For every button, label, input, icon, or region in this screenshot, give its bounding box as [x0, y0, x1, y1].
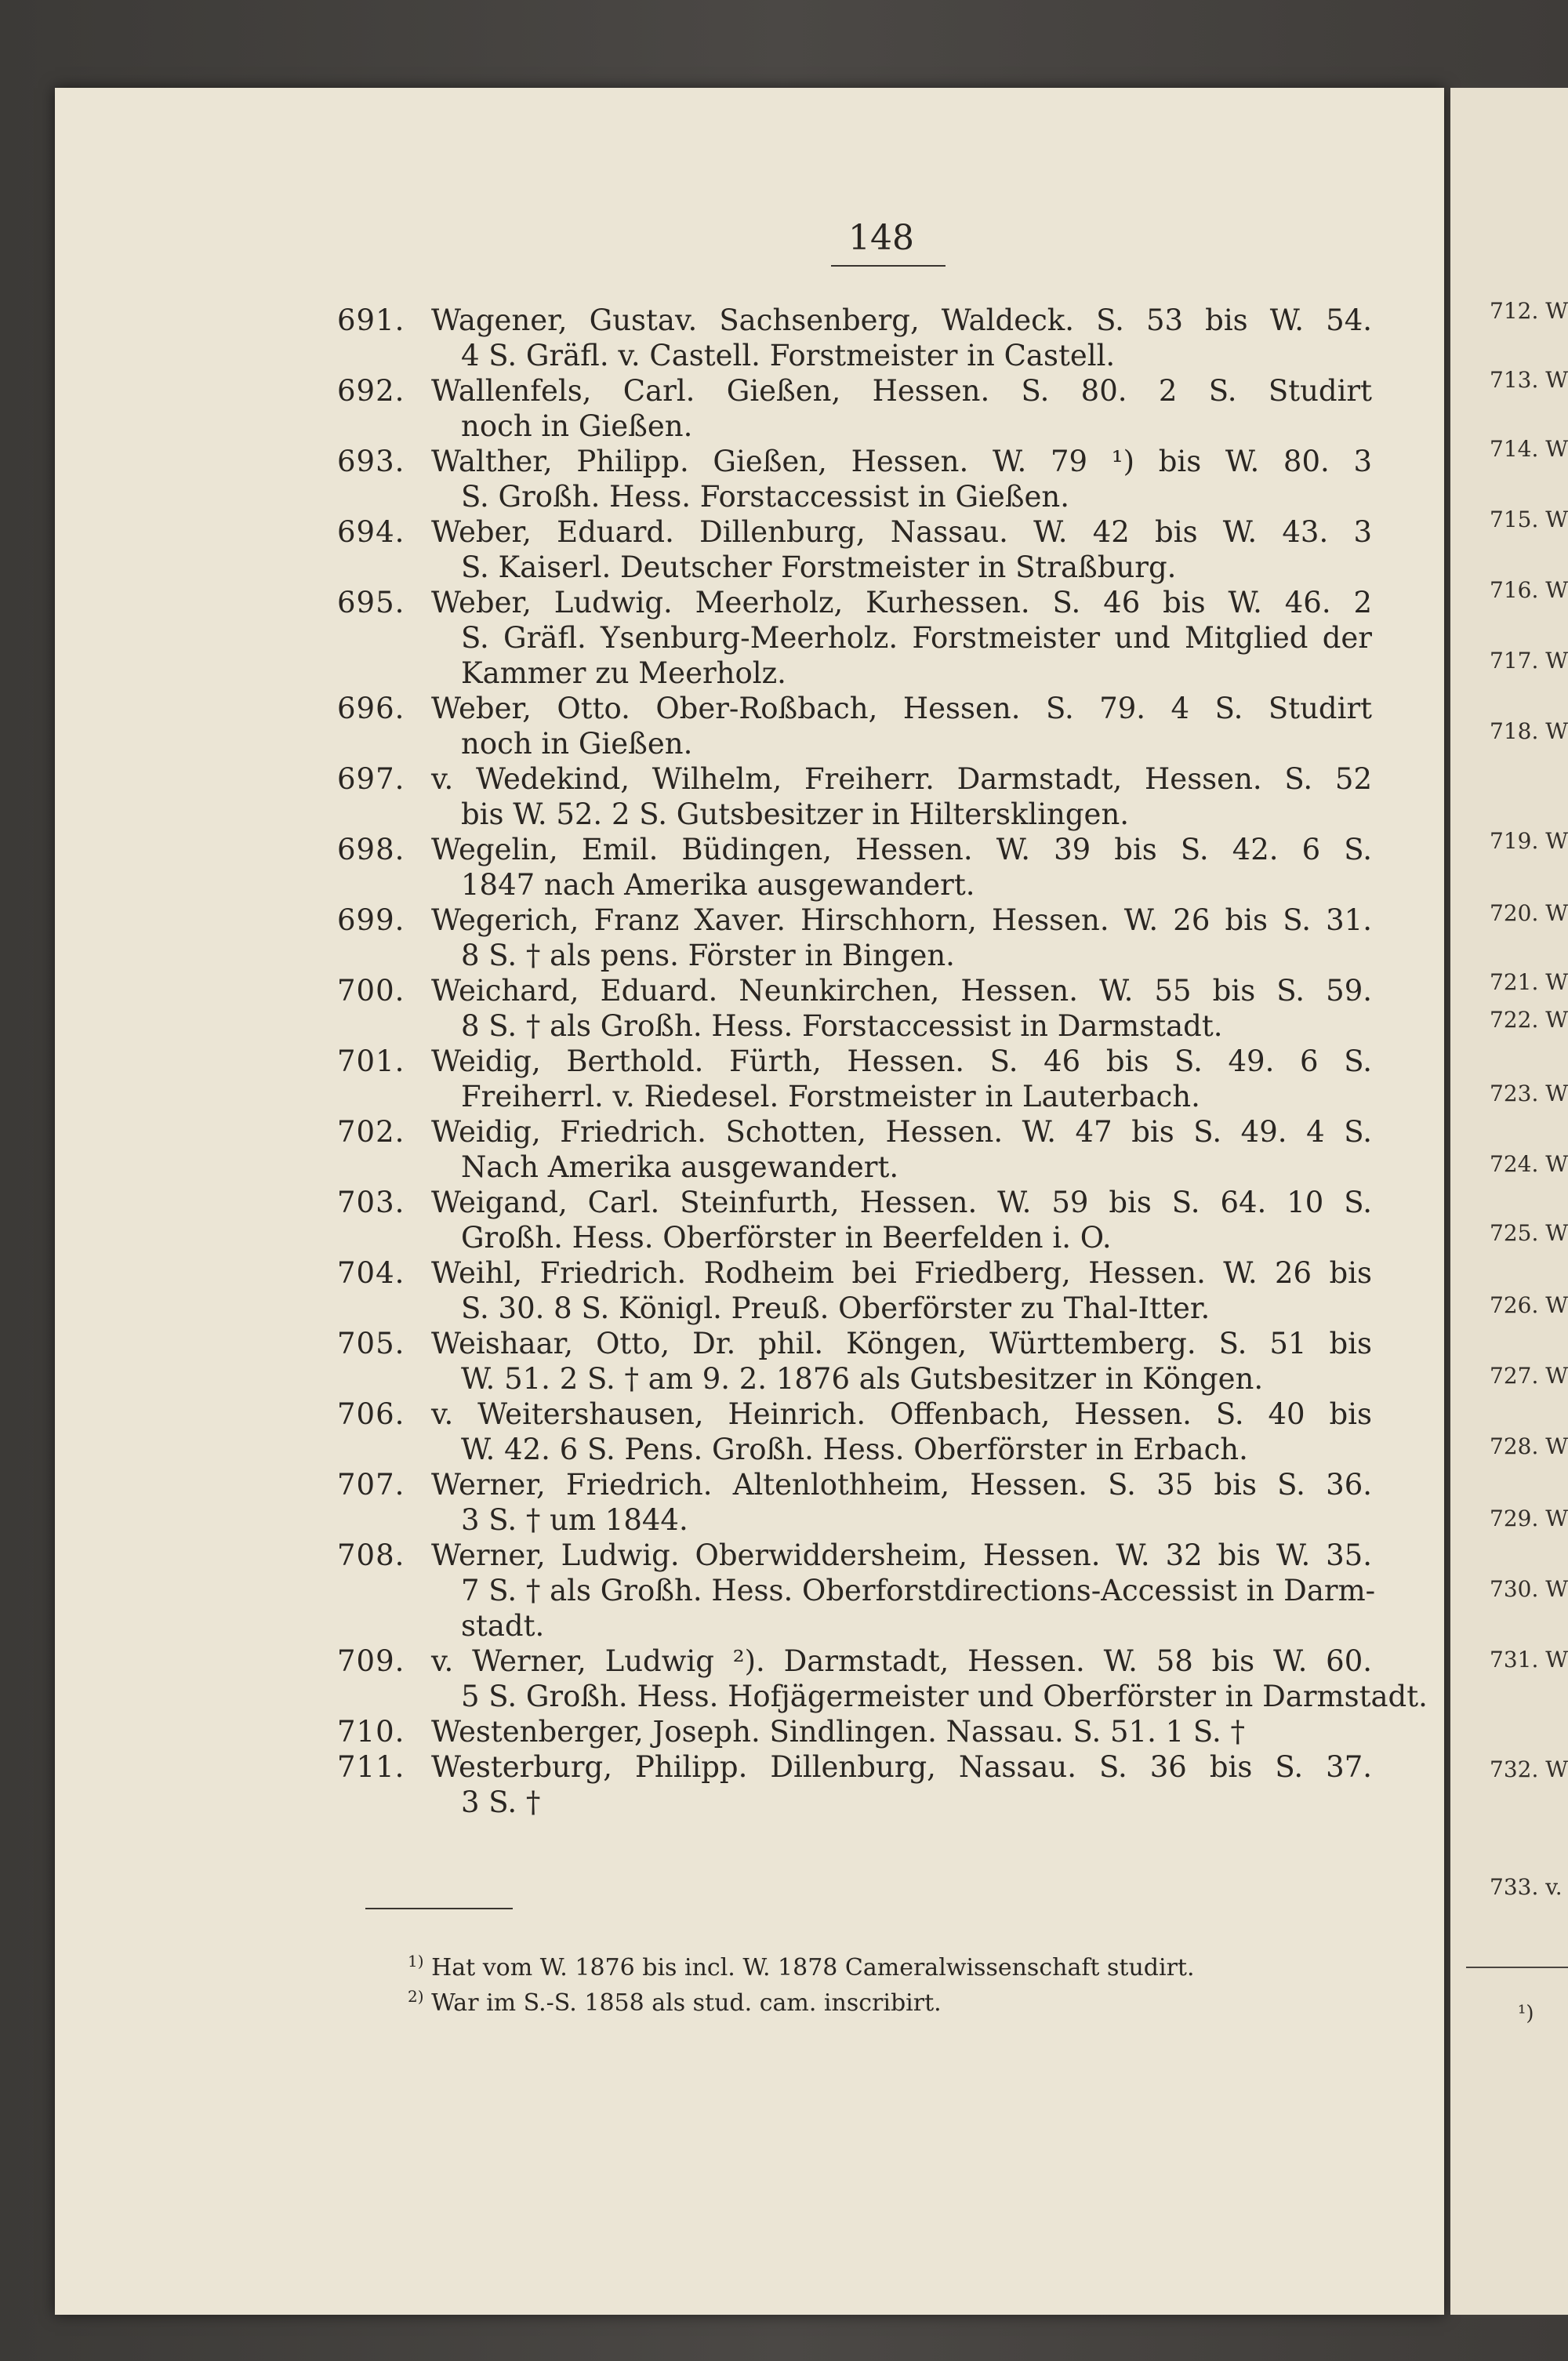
facing-page-line: 714. W [1490, 436, 1568, 462]
entry [337, 1255, 1372, 1326]
footnote [408, 1982, 1270, 2018]
entry [337, 303, 1372, 373]
facing-page-line: 722. W [1490, 1007, 1568, 1033]
entry-number: 708. [337, 1538, 405, 1572]
footnote-mark: 2) [408, 1987, 424, 2006]
entry [337, 832, 1372, 903]
entry [337, 1185, 1372, 1255]
entry-text-line: 8 S. † als pens. Förster in Bingen. [461, 939, 955, 972]
entry [337, 444, 1372, 514]
entry [337, 761, 1372, 832]
entry-text-line: Weidig, Berthold. Fürth, Hessen. S. 46 bis S. 49. 6 S. [431, 1044, 1372, 1078]
facing-page-line: 724. W [1490, 1151, 1568, 1177]
entry-text-line: Wegerich, Franz Xaver. Hirschhorn, Hessen. W. 26 bis S. 31. [431, 903, 1372, 937]
entry-number: 704. [337, 1256, 405, 1290]
facing-page-line: 723. W [1490, 1081, 1568, 1106]
entry-text-line: bis W. 52. 2 S. Gutsbesitzer in Hiltersklingen. [461, 797, 1130, 831]
entry-text-line: Weber, Otto. Ober-Roßbach, Hessen. S. 79. 4 S. Studirt [431, 692, 1372, 725]
entry-text-line: 1847 nach Amerika ausgewandert. [461, 868, 975, 902]
entry-text-line: W. 42. 6 S. Pens. Großh. Hess. Oberförster in Erbach. [461, 1433, 1248, 1466]
facing-page-line: 731. W [1490, 1647, 1568, 1673]
entry-text-line: 5 S. Großh. Hess. Hofjägermeister und Oberförster in Darmstadt. [461, 1680, 1428, 1713]
entry-number: 709. [337, 1644, 405, 1678]
entry-number: 697. [337, 762, 405, 796]
entry-number: 702. [337, 1115, 405, 1149]
entry-number: 703. [337, 1186, 405, 1219]
entry [337, 1397, 1372, 1467]
entry-text-line: v. Werner, Ludwig ²). Darmstadt, Hessen. W. 58 bis W. 60. [431, 1644, 1372, 1678]
entry [337, 1467, 1372, 1538]
facing-page-line: 730. W [1490, 1576, 1568, 1602]
facing-page-line: 715. W [1490, 507, 1568, 532]
footnote-text: War im S.-S. 1858 als stud. cam. inscribirt. [431, 1989, 942, 2017]
entry-number: 699. [337, 903, 405, 937]
entry-text-line: 7 S. † als Großh. Hess. Oberforstdirections-Accessist in Darm- [461, 1574, 1376, 1607]
entry-text-line: Weihl, Friedrich. Rodheim bei Friedberg, Hessen. W. 26 bis [431, 1256, 1372, 1290]
entry [337, 1044, 1372, 1114]
entry-number: 710. [337, 1715, 405, 1749]
entry-text-line: Weishaar, Otto, Dr. phil. Köngen, Württemberg. S. 51 bis [431, 1327, 1372, 1360]
facing-page-line: 713. W [1490, 367, 1568, 393]
entry-text-line: Nach Amerika ausgewandert. [461, 1150, 899, 1184]
facing-page-line: 717. W [1490, 648, 1568, 674]
entry-text-line: Großh. Hess. Oberförster in Beerfelden i. O. [461, 1221, 1112, 1255]
entry-text-line: S. Gräfl. Ysenburg-Meerholz. Forstmeister und Mitglied der [461, 621, 1372, 655]
entry-text-line: 3 S. † um 1844. [461, 1503, 688, 1537]
facing-page-line: 726. W [1490, 1292, 1568, 1318]
entry-text-line: stadt. [461, 1609, 545, 1643]
footnote-mark: 1) [408, 1952, 424, 1971]
footnote-rule [365, 1908, 513, 1909]
facing-footnote-mark: ¹) [1518, 2002, 1534, 2025]
entry-number: 698. [337, 833, 405, 866]
facing-page-line: 720. W [1490, 900, 1568, 926]
entry-text-line: W. 51. 2 S. † am 9. 2. 1876 als Gutsbesitzer in Köngen. [461, 1362, 1264, 1396]
footnote [408, 1947, 1270, 1982]
entry-text-line: 8 S. † als Großh. Hess. Forstaccessist in Darmstadt. [461, 1009, 1223, 1043]
entry-text-line: Weichard, Eduard. Neunkirchen, Hessen. W. 55 bis S. 59. [431, 974, 1372, 1008]
entry [337, 1538, 1376, 1644]
entry-number: 705. [337, 1327, 405, 1360]
facing-page-line: 729. W [1490, 1506, 1568, 1531]
footnotes [408, 1947, 1270, 2018]
page-number: 148 [848, 218, 914, 258]
facing-page-line: 728. W [1490, 1433, 1568, 1459]
facing-page-line: 716. W [1490, 577, 1568, 603]
facing-page-line: 733. v. [1490, 1874, 1563, 1900]
entry-number: 706. [337, 1397, 405, 1431]
entry-text-line: Weber, Eduard. Dillenburg, Nassau. W. 42 bis W. 43. 3 [431, 515, 1372, 549]
facing-page-line: 725. W [1490, 1220, 1568, 1246]
entry-number: 700. [337, 974, 405, 1008]
entry-text-line: v. Wedekind, Wilhelm, Freiherr. Darmstadt, Hessen. S. 52 [431, 762, 1372, 796]
entry-text-line: S. 30. 8 S. Königl. Preuß. Oberförster zu Thal-Itter. [461, 1291, 1210, 1325]
entry [337, 514, 1372, 585]
entry-number: 695. [337, 586, 405, 619]
entry-number: 707. [337, 1468, 405, 1502]
entry-number: 692. [337, 374, 405, 408]
entry [337, 1326, 1372, 1397]
entry-text-line: Westerburg, Philipp. Dillenburg, Nassau. S. 36 bis S. 37. [431, 1750, 1372, 1784]
facing-page-line: 721. W [1490, 969, 1568, 995]
entry-number: 691. [337, 303, 405, 337]
facing-page-line: 732. W [1490, 1756, 1568, 1782]
entry [337, 1749, 1372, 1820]
entry-text-line: S. Kaiserl. Deutscher Forstmeister in Straßburg. [461, 550, 1177, 584]
entry-text-line: Werner, Ludwig. Oberwiddersheim, Hessen. W. 32 bis W. 35. [431, 1538, 1372, 1572]
facing-page-line: 727. W [1490, 1363, 1568, 1389]
entry-text-line: Wallenfels, Carl. Gießen, Hessen. S. 80. 2 S. Studirt [431, 374, 1372, 408]
entry-text-line: Werner, Friedrich. Altenlothheim, Hessen. S. 35 bis S. 36. [431, 1468, 1372, 1502]
entry [337, 973, 1372, 1044]
entry [337, 1114, 1372, 1185]
entry-text-line: Weidig, Friedrich. Schotten, Hessen. W. 47 bis S. 49. 4 S. [431, 1115, 1372, 1149]
entry-number: 701. [337, 1044, 405, 1078]
facing-page-edge [1450, 88, 1568, 2315]
entry-text-line: 4 S. Gräfl. v. Castell. Forstmeister in Castell. [461, 339, 1116, 372]
facing-page-line: 718. W [1490, 718, 1568, 744]
entry-text-line: Walther, Philipp. Gießen, Hessen. W. 79 ¹) bis W. 80. 3 [431, 445, 1372, 478]
entry-text-line: Westenberger, Joseph. Sindlingen. Nassau. S. 51. 1 S. † [431, 1715, 1245, 1749]
entry-number: 693. [337, 445, 405, 478]
entry-list [337, 303, 1428, 1820]
entry-text-line: noch in Gießen. [461, 727, 693, 761]
entry [337, 691, 1372, 761]
facing-page-line: 719. W [1490, 828, 1568, 854]
entry-text-line: Weigand, Carl. Steinfurth, Hessen. W. 59 bis S. 64. 10 S. [431, 1186, 1372, 1219]
entry-number: 711. [337, 1750, 405, 1784]
facing-footnote-rule [1466, 1967, 1568, 1968]
entry-text-line: Kammer zu Meerholz. [461, 656, 786, 690]
entry [337, 373, 1372, 444]
entry-text-line: 3 S. † [461, 1785, 541, 1819]
footnote-text: Hat vom W. 1876 bis incl. W. 1878 Cameralwissenschaft studirt. [431, 1954, 1195, 1981]
entry-text-line: v. Weitershausen, Heinrich. Offenbach, Hessen. S. 40 bis [431, 1397, 1372, 1431]
entry-text-line: S. Großh. Hess. Forstaccessist in Gießen. [461, 480, 1070, 514]
entry [337, 1644, 1428, 1714]
entry-text-line: Weber, Ludwig. Meerholz, Kurhessen. S. 46 bis W. 46. 2 [431, 586, 1372, 619]
entry-text-line: Freiherrl. v. Riedesel. Forstmeister in Lauterbach. [461, 1080, 1200, 1113]
entry-number: 696. [337, 692, 405, 725]
entry [337, 585, 1372, 691]
entry-text-line: noch in Gießen. [461, 409, 693, 443]
entry-text-line: Wegelin, Emil. Büdingen, Hessen. W. 39 bis S. 42. 6 S. [431, 833, 1372, 866]
facing-page-line: 712. W [1490, 298, 1568, 324]
entry-number: 694. [337, 515, 405, 549]
entry [337, 903, 1372, 973]
entry [337, 1714, 1372, 1749]
page-number-rule [831, 265, 946, 267]
entry-text-line: Wagener, Gustav. Sachsenberg, Waldeck. S. 53 bis W. 54. [431, 303, 1372, 337]
